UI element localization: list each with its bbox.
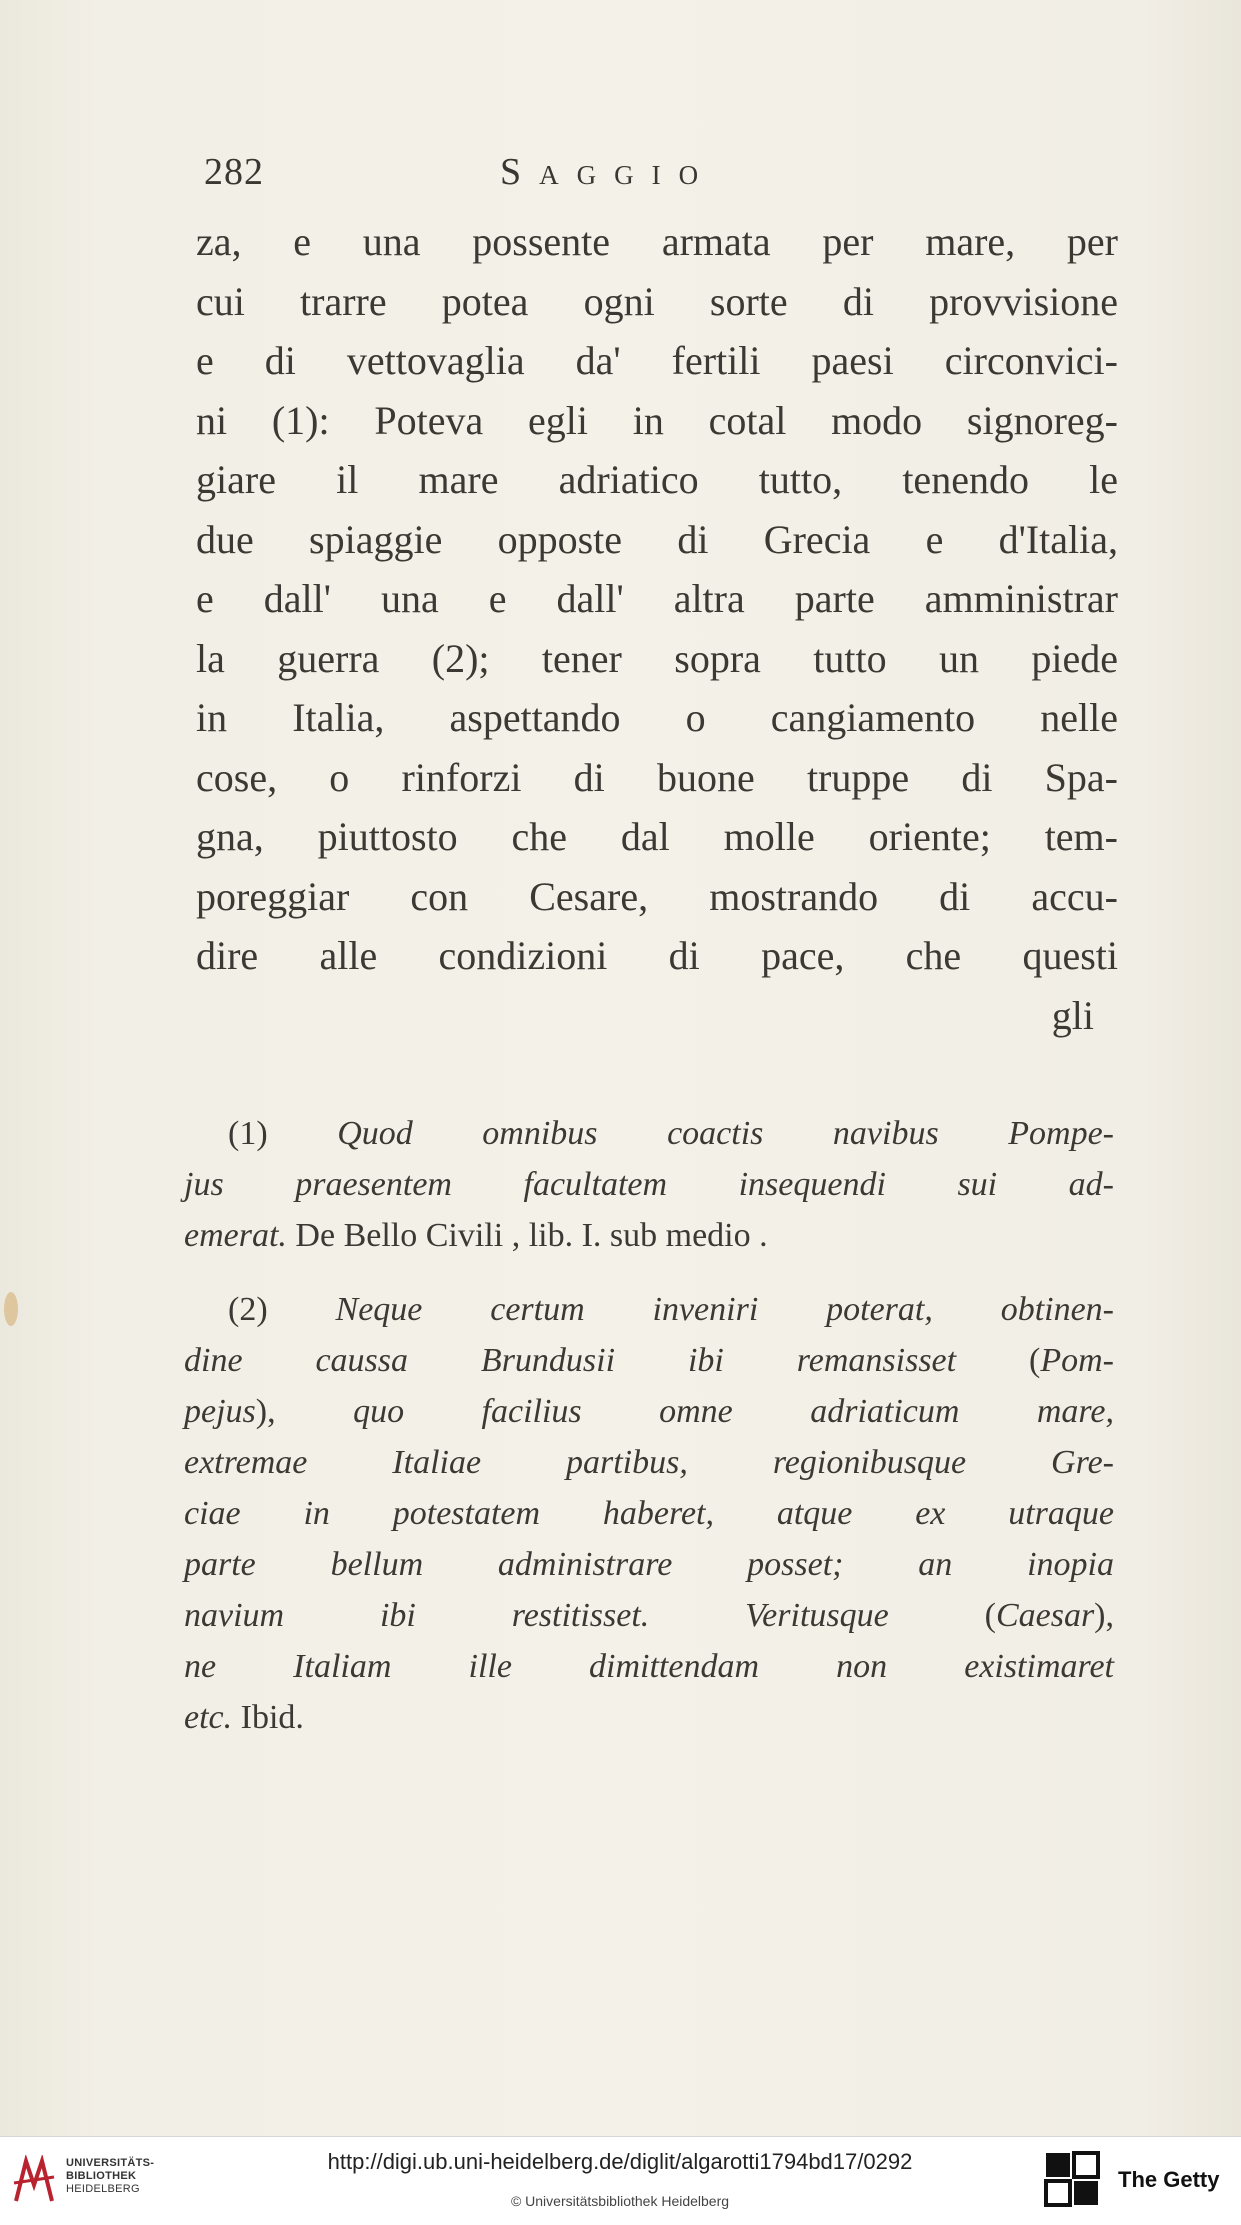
- footnote-line: [184, 1159, 1114, 1210]
- footnote-line: [184, 1692, 1114, 1743]
- footnote-text: parte bellum administrare posset; an inopia: [184, 1546, 1114, 1583]
- footnote-text: ),: [255, 1393, 354, 1430]
- footnote-text: ),: [1094, 1597, 1114, 1634]
- footnote-line: [184, 1335, 1114, 1386]
- text-line: e di vettovaglia da' fertili paesi circonvici-: [196, 338, 1118, 383]
- footnote-text: ciae in potestatem haberet, atque ex utraque: [184, 1495, 1114, 1532]
- footnote-text: navium ibi restitisset. Veritusque: [184, 1597, 889, 1634]
- footnote-text: pejus: [184, 1393, 256, 1430]
- footnote-line: [184, 1210, 1114, 1261]
- text-line: poreggiar con Cesare, mostrando di accu-: [196, 873, 1118, 919]
- footnote-line: [184, 1641, 1114, 1692]
- footnote-line: [184, 1488, 1114, 1539]
- footnote-text: jus praesentem facultatem insequendi sui ad-: [184, 1166, 1114, 1203]
- paper-stain: [4, 1292, 18, 1326]
- text-line: za, e una possente armata per mare, per: [196, 219, 1118, 264]
- footnote-line: [184, 1590, 1114, 1641]
- permalink-url[interactable]: http://digi.ub.uni-heidelberg.de/diglit/algarotti1794bd17/0292: [327, 2149, 913, 2174]
- institution-line: BIBLIOTHEK: [66, 2170, 137, 2182]
- partner-name: The Getty: [1118, 2167, 1220, 2192]
- footnote-text: extremae Italiae partibus, regionibusque Gre-: [184, 1444, 1114, 1481]
- footnote-text: Caesar: [995, 1597, 1095, 1634]
- text-line: dire alle condizioni di pace, che questi: [196, 933, 1118, 978]
- getty-logo-icon: [1044, 2151, 1100, 2209]
- footnote-text: quo facilius omne adriaticum mare,: [353, 1393, 1114, 1430]
- footnote-marker: (2): [228, 1291, 268, 1328]
- main-text: [196, 212, 1118, 1045]
- running-head: Saggio: [500, 151, 717, 193]
- footnote-line: [184, 1108, 1114, 1159]
- text-line: e dall' una e dall' altra parte amministrar: [196, 576, 1118, 621]
- text-line: giare il mare adriatico tutto, tenendo le: [196, 457, 1118, 502]
- footnote-citation: Ibid.: [232, 1699, 304, 1736]
- copyright-notice: © Universitätsbibliothek Heidelberg: [510, 2193, 730, 2209]
- footnote-text: Pom-: [1040, 1342, 1114, 1379]
- footnote-text: etc.: [184, 1699, 233, 1736]
- footnote-text: (: [888, 1597, 996, 1634]
- viewer-footer: [0, 2136, 1241, 2225]
- footnote-text: ne Italiam ille dimittendam non existimaret: [184, 1648, 1114, 1685]
- footnote-citation: De Bello Civili , lib. I. sub medio .: [286, 1217, 768, 1254]
- footnote-line: [184, 1386, 1114, 1437]
- footnote-2: [184, 1284, 1114, 1743]
- institution-line: HEIDELBERG: [66, 2183, 140, 2195]
- text-line: ni (1): Poteva egli in cotal modo signoreg-: [196, 397, 1118, 443]
- text-line: cui trarre potea ogni sorte di provvisione: [196, 278, 1118, 324]
- footnote-text: dine caussa Brundusii ibi remansisset: [184, 1342, 957, 1379]
- footnote-text: Neque certum inveniri poterat, obtinen-: [335, 1291, 1114, 1328]
- text-line: in Italia, aspettando o cangiamento nelle: [196, 695, 1118, 740]
- footnote-text: (: [956, 1342, 1041, 1379]
- institution-name: [66, 2157, 154, 2196]
- text-line: gna, piuttosto che dal molle oriente; tem-: [196, 814, 1118, 859]
- footnote-line: [184, 1284, 1114, 1335]
- footnote-marker: (1): [228, 1115, 268, 1152]
- institution-line: UNIVERSITÄTS-: [66, 2157, 155, 2169]
- catchword: gli: [1051, 992, 1094, 1038]
- page-number: 282: [204, 151, 264, 193]
- footnote-text: emerat.: [184, 1217, 287, 1254]
- footnote-text: Quod omnibus coactis navibus Pompe-: [337, 1115, 1114, 1152]
- footnote-line: [184, 1539, 1114, 1590]
- text-line: cose, o rinforzi di buone truppe di Spa-: [196, 754, 1118, 800]
- text-line: la guerra (2); tener sopra tutto un piede: [196, 635, 1118, 681]
- footnote-1: [184, 1108, 1114, 1261]
- university-library-logo-icon: [12, 2155, 56, 2205]
- page-header: [200, 150, 1120, 210]
- text-line: due spiaggie opposte di Grecia e d'Italia,: [196, 516, 1118, 562]
- footnote-line: [184, 1437, 1114, 1488]
